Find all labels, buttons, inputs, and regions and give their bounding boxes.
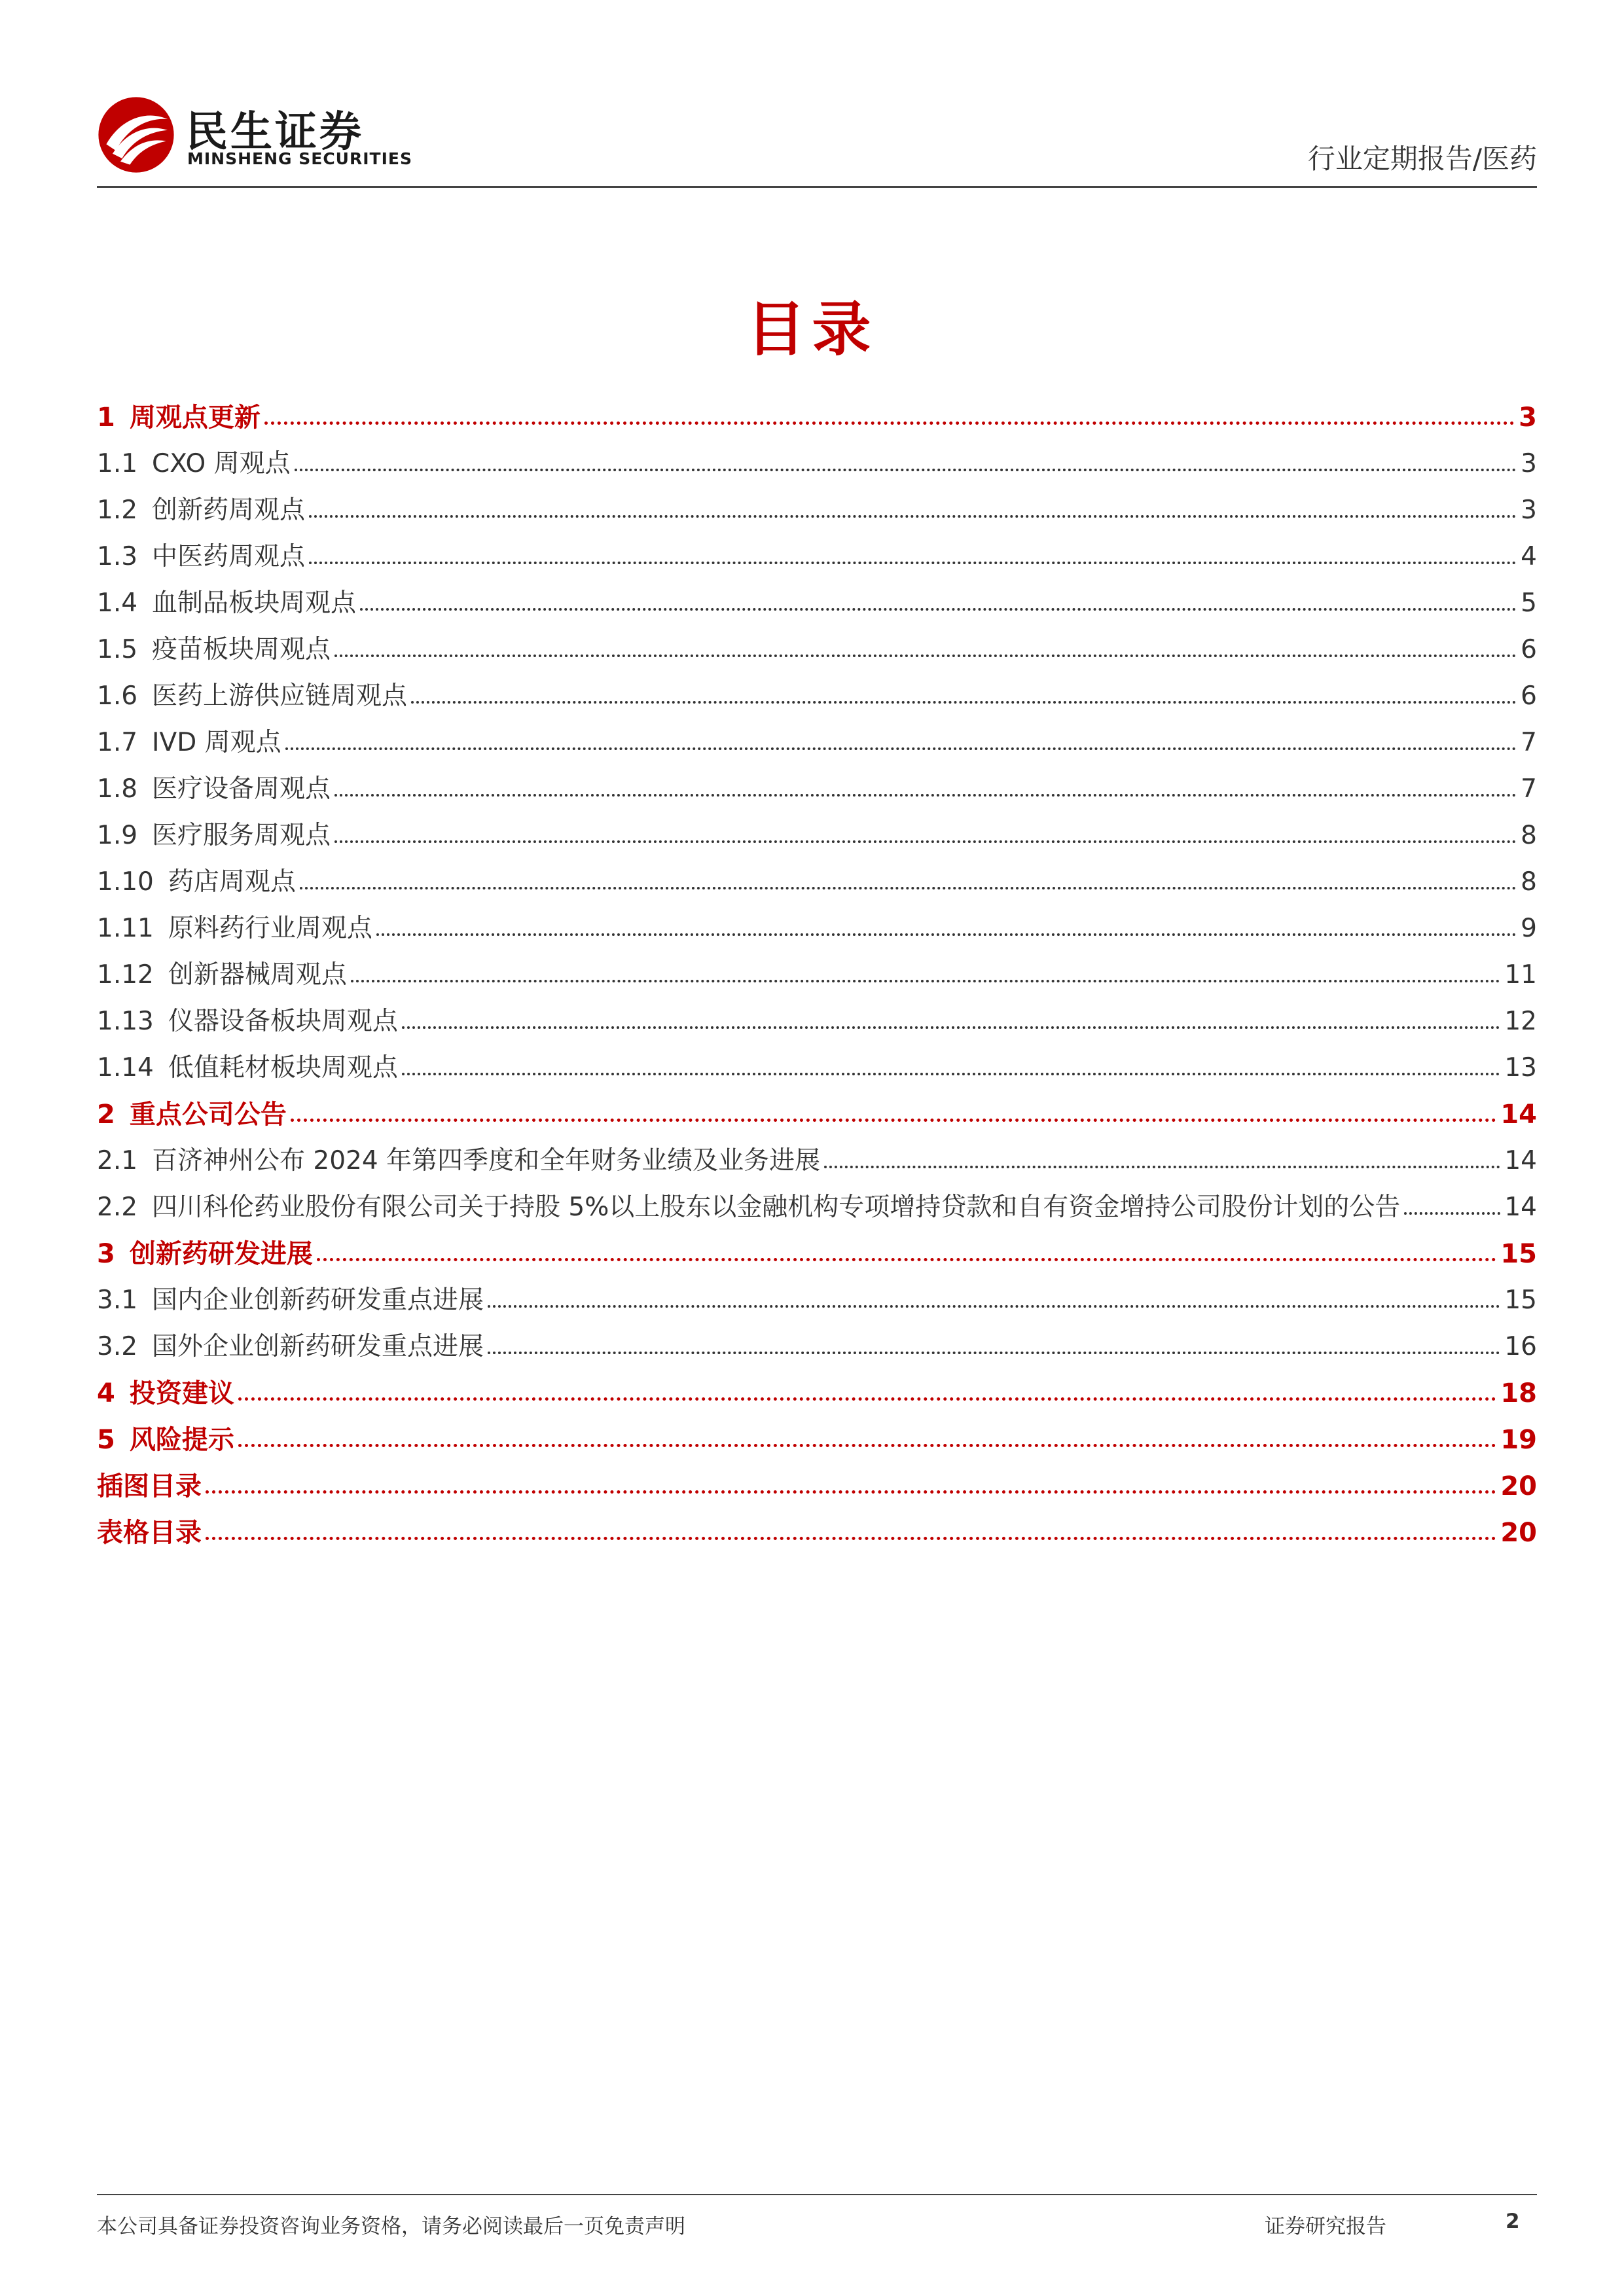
toc-entry-label: 国外企业创新药研发重点进展 (152, 1332, 484, 1361)
toc-leader-dots (206, 1490, 1496, 1494)
toc-entry[interactable] (97, 666, 1537, 713)
toc-entry-number: 1.1 (97, 449, 138, 478)
toc-entry-label: 低值耗材板块周观点 (168, 1053, 398, 1083)
toc-entry[interactable] (97, 1270, 1537, 1317)
toc-entry-number: 1.13 (97, 1007, 154, 1036)
page-number: 2 (1506, 2210, 1520, 2233)
toc-entry-number: 1.11 (97, 914, 154, 943)
toc-entry-page: 8 (1521, 867, 1537, 897)
toc-entry-page: 7 (1521, 774, 1537, 804)
toc-entry-page: 12 (1504, 1007, 1537, 1036)
toc-entry-label: 血制品板块周观点 (152, 588, 357, 618)
toc-entry[interactable] (97, 852, 1537, 899)
toc-entry-label: 创新药周观点 (152, 495, 306, 525)
toc-entry[interactable] (97, 573, 1537, 620)
toc-leader-dots (309, 515, 1517, 518)
toc-entry-page: 5 (1521, 588, 1537, 618)
toc-leader-dots (295, 469, 1517, 471)
toc-entry[interactable] (97, 1085, 1537, 1131)
toc-entry[interactable] (97, 992, 1537, 1038)
toc-entry-label: 中医药周观点 (152, 542, 306, 571)
toc-leader-dots (264, 422, 1515, 425)
toc-leader-dots (317, 1258, 1496, 1261)
footer-divider (97, 2194, 1537, 2195)
toc-entry-label: 周观点更新 (129, 403, 261, 433)
report-type: 行业定期报告/医药 (1307, 143, 1537, 175)
toc-leader-dots (376, 933, 1517, 936)
toc-entry-label: 风险提示 (129, 1425, 234, 1455)
toc-entry[interactable] (97, 1131, 1537, 1177)
toc-entry-number: 1 (97, 403, 115, 433)
toc-entry-number: 2 (97, 1100, 115, 1130)
toc-leader-dots (402, 1073, 1501, 1075)
toc-leader-dots (351, 980, 1501, 982)
toc-entry[interactable] (97, 1224, 1537, 1270)
toc-entry[interactable] (97, 527, 1537, 573)
toc-entry-number: 1.10 (97, 867, 154, 897)
toc-entry-number: 1.3 (97, 542, 138, 571)
logo-text-cn: 民生证券 (186, 108, 364, 156)
toc-entry-number: 1.5 (97, 635, 138, 664)
toc-entry-page: 11 (1504, 960, 1537, 990)
toc-entry-page: 20 (1500, 1471, 1537, 1501)
toc-leader-dots (206, 1537, 1496, 1540)
footer-disclaimer: 本公司具备证券投资咨询业务资格，请务必阅读最后一页免责声明 (97, 2215, 685, 2238)
toc-entry-number: 3.2 (97, 1332, 138, 1361)
toc-entry-page: 20 (1500, 1518, 1537, 1548)
toc-entry[interactable] (97, 806, 1537, 852)
toc-entry-number: 1.7 (97, 728, 138, 757)
toc-entry-label: 创新药研发进展 (129, 1239, 313, 1269)
toc-entry[interactable] (97, 1410, 1537, 1456)
toc-entry-label: 投资建议 (129, 1378, 234, 1408)
toc-leader-dots (300, 887, 1517, 889)
toc-entry-number: 5 (97, 1425, 115, 1455)
toc-entry-page: 6 (1521, 681, 1537, 711)
toc-entry[interactable] (97, 1177, 1537, 1224)
toc-leader-dots (411, 701, 1517, 704)
toc-entry-page: 3 (1521, 449, 1537, 478)
toc-entry-number: 3.1 (97, 1285, 138, 1315)
toc-entry-label: 医疗服务周观点 (152, 821, 331, 850)
toc-leader-dots (334, 794, 1517, 797)
toc-entry[interactable] (97, 713, 1537, 759)
toc-entry-page: 6 (1521, 635, 1537, 664)
toc-entry-label: 医药上游供应链周观点 (152, 681, 408, 711)
toc-leader-dots (309, 562, 1517, 564)
toc-entry-page: 7 (1521, 728, 1537, 757)
toc-entry[interactable] (97, 620, 1537, 666)
toc-entry-number: 1.6 (97, 681, 138, 711)
toc-entry-number: 4 (97, 1378, 115, 1408)
toc-entry-label: 表格目录 (97, 1518, 202, 1548)
toc-entry-label: 创新器械周观点 (168, 960, 347, 990)
toc-entry-page: 8 (1521, 821, 1537, 850)
toc-leader-dots (488, 1352, 1500, 1354)
toc-entry-label: 药店周观点 (168, 867, 296, 897)
toc-entry-label: IVD 周观点 (152, 728, 281, 757)
toc-entry-label: 插图目录 (97, 1471, 202, 1501)
minsheng-logo-icon (97, 96, 175, 174)
toc-entry-label: 医疗设备周观点 (152, 774, 331, 804)
toc-entry[interactable] (97, 1456, 1537, 1503)
toc-entry-page: 16 (1504, 1332, 1537, 1361)
toc-entry-label: 百济神州公布 2024 年第四季度和全年财务业绩及业务进展 (152, 1146, 821, 1175)
toc-leader-dots (334, 655, 1517, 657)
toc-title: 目录 (746, 295, 878, 364)
header-divider (97, 186, 1537, 188)
page-header (97, 92, 1537, 190)
toc-entry-number: 1.4 (97, 588, 138, 618)
toc-entry-page: 4 (1521, 542, 1537, 571)
toc-entry-page: 13 (1504, 1053, 1537, 1083)
toc-entry[interactable] (97, 480, 1537, 527)
toc-entry-label: 国内企业创新药研发重点进展 (152, 1285, 484, 1315)
toc-entry[interactable] (97, 1363, 1537, 1410)
toc-entry-number: 2.1 (97, 1146, 138, 1175)
toc-entry-label: 重点公司公告 (129, 1100, 287, 1130)
toc-entry-label: CXO 周观点 (152, 449, 291, 478)
toc-leader-dots (488, 1305, 1500, 1308)
logo-text-en: MINSHENG SECURITIES (187, 149, 412, 168)
toc-entry-page: 14 (1504, 1193, 1537, 1222)
toc-leader-dots (238, 1444, 1496, 1447)
toc-entry[interactable] (97, 1038, 1537, 1085)
toc-leader-dots (334, 840, 1517, 843)
toc-entry-number: 1.12 (97, 960, 154, 990)
toc-leader-dots (360, 608, 1517, 611)
toc-entry-number: 2.2 (97, 1193, 138, 1222)
toc-entry-page: 3 (1519, 403, 1537, 433)
toc-entry-number: 1.2 (97, 495, 138, 525)
toc-entry-number: 3 (97, 1239, 115, 1269)
toc-entry[interactable] (97, 945, 1537, 992)
toc-leader-dots (291, 1119, 1496, 1122)
toc-entry-page: 9 (1521, 914, 1537, 943)
toc-entry[interactable] (97, 899, 1537, 945)
footer-doc-type: 证券研究报告 (1265, 2215, 1386, 2238)
toc-leader-dots (285, 747, 1517, 750)
toc-entry-page: 3 (1521, 495, 1537, 525)
toc-entry[interactable] (97, 1503, 1537, 1549)
toc-leader-dots (824, 1166, 1500, 1168)
toc-entry-page: 14 (1500, 1100, 1537, 1130)
toc-entry-number: 1.14 (97, 1053, 154, 1083)
toc-entry-page: 14 (1504, 1146, 1537, 1175)
toc-entry-label: 仪器设备板块周观点 (168, 1007, 398, 1036)
toc-entry-label: 四川科伦药业股份有限公司关于持股 5%以上股东以金融机构专项增持贷款和自有资金增持公司股份计划的公告 (152, 1193, 1401, 1222)
toc-entry[interactable] (97, 759, 1537, 806)
toc-entry[interactable] (97, 387, 1537, 434)
toc-entry-number: 1.8 (97, 774, 138, 804)
toc-entry-page: 19 (1500, 1425, 1537, 1455)
toc-entry[interactable] (97, 434, 1537, 480)
toc-leader-dots (1404, 1212, 1500, 1215)
toc-entry-page: 18 (1500, 1378, 1537, 1408)
toc-entry-page: 15 (1500, 1239, 1537, 1269)
table-of-contents (97, 387, 1537, 1549)
toc-leader-dots (238, 1397, 1496, 1401)
toc-entry-number: 1.9 (97, 821, 138, 850)
toc-entry[interactable] (97, 1317, 1537, 1363)
toc-entry-label: 原料药行业周观点 (168, 914, 372, 943)
toc-entry-label: 疫苗板块周观点 (152, 635, 331, 664)
toc-entry-page: 15 (1504, 1285, 1537, 1315)
toc-leader-dots (402, 1026, 1501, 1029)
